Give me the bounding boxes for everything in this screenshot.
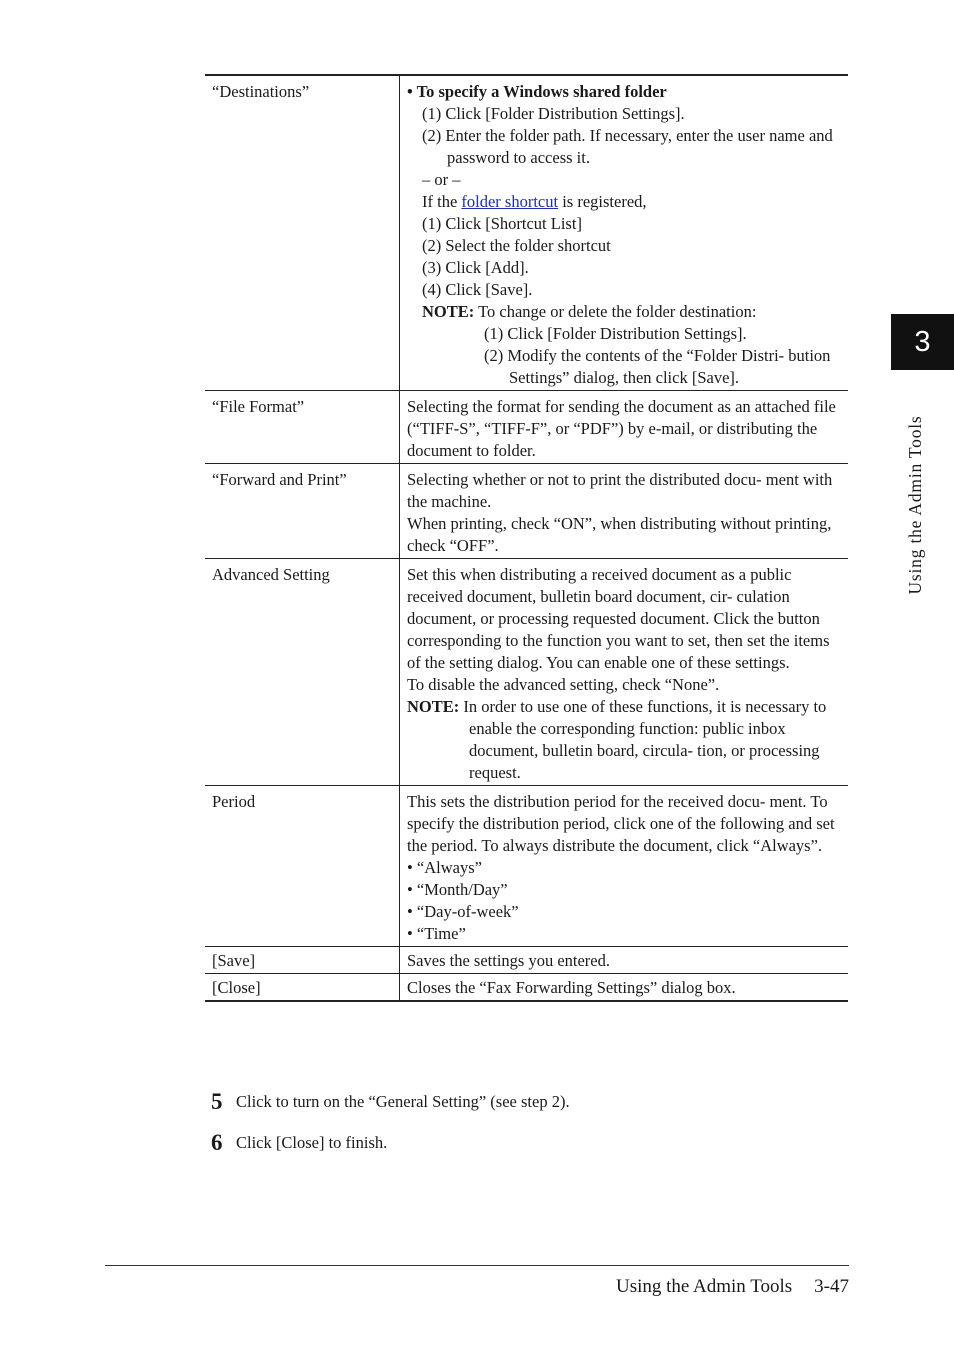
step-number: 6: [211, 1130, 223, 1155]
shortcut-condition: [407, 191, 841, 213]
bullet-item: • “Time”: [407, 924, 466, 943]
instruction-step: (1) Click [Folder Distribution Settings].: [422, 104, 685, 123]
instruction-step: (3) Click [Add].: [422, 258, 529, 277]
or-separator: – or –: [422, 170, 461, 189]
bullet-item: • “Month/Day”: [407, 880, 508, 899]
chapter-tab: 3: [891, 314, 954, 370]
row-description: Saves the settings you entered.: [400, 947, 849, 974]
instruction-step: (4) Click [Save].: [422, 280, 533, 299]
note-text: In order to use one of these functions, it is necessary to enable the corresponding function: public inbox document, bulletin board, circula- tion, or processing request.: [459, 697, 827, 782]
table-row: [205, 559, 848, 786]
settings-table: [205, 74, 848, 1002]
step-text: Click to turn on the “General Setting” (see step 2).: [236, 1092, 570, 1111]
chapter-side-title: Using the Admin Tools: [905, 415, 925, 595]
table-row: [205, 786, 848, 947]
row-label: [Close]: [205, 974, 400, 1002]
row-description: [400, 75, 849, 391]
row-label: Period: [205, 786, 400, 947]
step-text: Click [Close] to finish.: [236, 1133, 388, 1152]
page-footer: [616, 1276, 849, 1298]
note: [407, 696, 841, 784]
note-label: NOTE:: [407, 697, 460, 716]
table-row: [205, 947, 848, 974]
instruction-step: (2) Enter the folder path. If necessary, enter the user name and password to access it.: [422, 126, 833, 167]
row-label: “Destinations”: [205, 75, 400, 391]
description-text: When printing, check “ON”, when distributing without printing, check “OFF”.: [407, 514, 832, 555]
bullet-item: • “Day-of-week”: [407, 902, 519, 921]
note-step: (1) Click [Folder Distribution Settings].: [484, 324, 747, 343]
row-description: [400, 559, 849, 786]
condition-suffix: is registered,: [558, 192, 647, 211]
instruction-step: (2) Select the folder shortcut: [422, 236, 611, 255]
table-row: [205, 75, 848, 391]
row-label: Advanced Setting: [205, 559, 400, 786]
folder-shortcut-link[interactable]: folder shortcut: [461, 192, 559, 211]
step-number: 5: [211, 1089, 223, 1114]
row-description: Closes the “Fax Forwarding Settings” dialog box.: [400, 974, 849, 1002]
condition-prefix: If the: [422, 192, 462, 211]
description-text: Selecting whether or not to print the distributed docu- ment with the machine.: [407, 470, 833, 511]
row-label: [Save]: [205, 947, 400, 974]
row-description: [400, 464, 849, 559]
section-heading: • To specify a Windows shared folder: [407, 82, 667, 101]
row-label: “Forward and Print”: [205, 464, 400, 559]
table-row: [205, 464, 848, 559]
description-text: This sets the distribution period for the received docu- ment. To specify the distribution period, click one of the following and set the period. To always distribute the document, click “Always”.: [407, 792, 835, 855]
note-label: NOTE:: [422, 302, 475, 321]
row-description: [400, 786, 849, 947]
note: [407, 301, 841, 323]
description-text: Set this when distributing a received document as a public received document, bulletin board document, cir- culation document, or processing requested document. Click the button corresponding to the function you want to set, then set the items of the setting dialog. You can enable one of these settings.: [407, 565, 830, 672]
bullet-item: • “Always”: [407, 858, 482, 877]
note-step: (2) Modify the contents of the “Folder Distri- bution Settings” dialog, then click [Save].: [484, 346, 831, 387]
description-text: To disable the advanced setting, check “None”.: [407, 675, 720, 694]
table-row: [205, 974, 848, 1002]
instruction-step: (1) Click [Shortcut List]: [422, 214, 582, 233]
footer-divider: [105, 1265, 849, 1266]
note-text: To change or delete the folder destination:: [474, 302, 757, 321]
table-row: [205, 391, 848, 464]
footer-title: Using the Admin Tools: [615, 1276, 793, 1297]
row-label: “File Format”: [205, 391, 400, 464]
page-number: 3-47: [814, 1276, 849, 1297]
row-description: Selecting the format for sending the document as an attached file (“TIFF-S”, “TIFF-F”, or “PDF”) by e-mail, or distributing the document to folder.: [400, 391, 849, 464]
